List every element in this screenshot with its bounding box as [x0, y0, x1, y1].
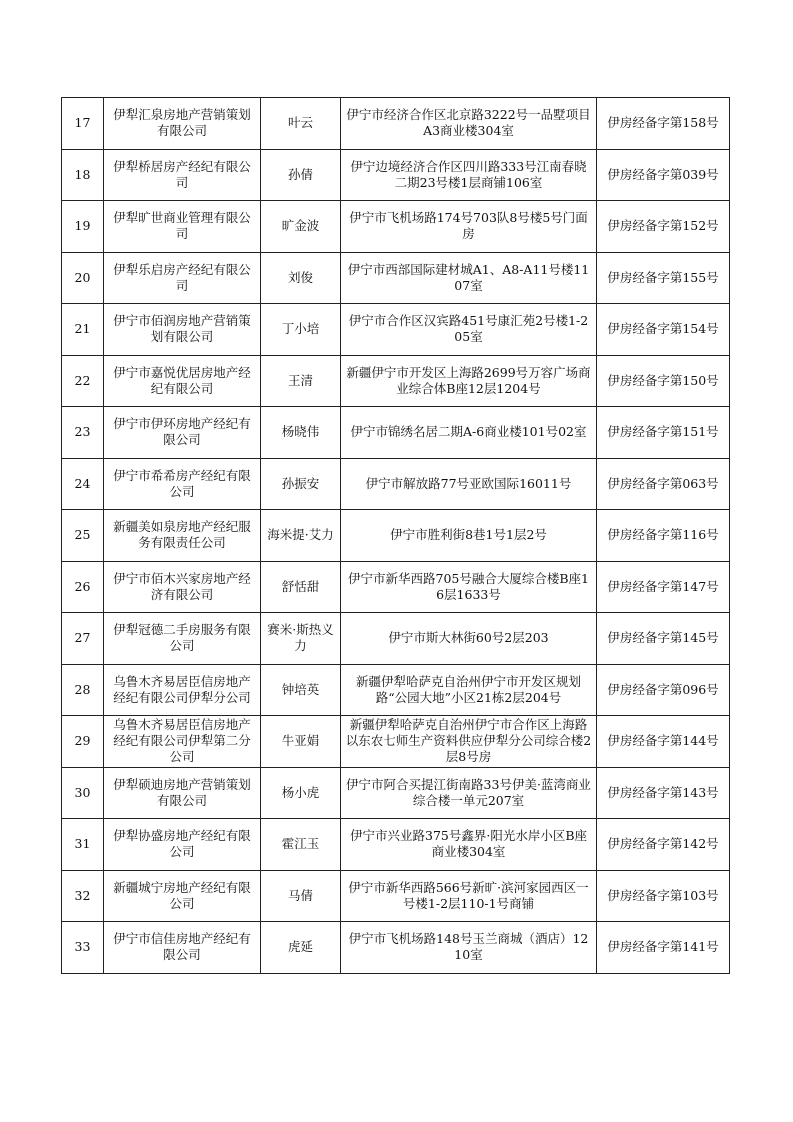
registration-number: 伊房经备字第158号: [597, 98, 730, 150]
business-address: 新疆伊宁市开发区上海路2699号万容广场商业综合体B座12层1204号: [341, 355, 597, 407]
contact-person: 舒恬甜: [261, 561, 341, 613]
contact-person: 孙振安: [261, 458, 341, 510]
business-address: 伊宁市斯大林街60号2层203: [341, 613, 597, 665]
row-number: 17: [62, 98, 104, 150]
business-address: 新疆伊犁哈萨克自治州伊宁市合作区上海路以东农七师生产资料供应伊犁分公司综合楼2层8号房: [341, 716, 597, 768]
contact-person: 杨晓伟: [261, 407, 341, 459]
contact-person: 钟培英: [261, 664, 341, 716]
company-name: 伊宁市佰木兴家房地产经济有限公司: [104, 561, 261, 613]
registration-number: 伊房经备字第150号: [597, 355, 730, 407]
table-row: [62, 922, 730, 974]
table-row: [62, 252, 730, 304]
table-row: [62, 664, 730, 716]
registration-number: 伊房经备字第152号: [597, 201, 730, 253]
company-name: 伊宁市嘉悦优居房地产经纪有限公司: [104, 355, 261, 407]
registration-number: 伊房经备字第116号: [597, 510, 730, 562]
row-number: 32: [62, 870, 104, 922]
table-row: [62, 716, 730, 768]
table-row: [62, 561, 730, 613]
company-name: 伊宁市信佳房地产经纪有限公司: [104, 922, 261, 974]
registry-body: [62, 98, 730, 974]
company-name: 伊犁协盛房地产经纪有限公司: [104, 819, 261, 871]
registration-number: 伊房经备字第096号: [597, 664, 730, 716]
contact-person: 王清: [261, 355, 341, 407]
business-address: 伊宁市合作区汉宾路451号康汇苑2号楼1-205室: [341, 304, 597, 356]
table-row: [62, 819, 730, 871]
company-name: 伊犁旷世商业管理有限公司: [104, 201, 261, 253]
company-name: 新疆城宁房地产经纪有限公司: [104, 870, 261, 922]
company-name: 乌鲁木齐易居臣信房地产经纪有限公司伊犁第二分公司: [104, 716, 261, 768]
row-number: 27: [62, 613, 104, 665]
company-name: 伊宁市希希房产经纪有限公司: [104, 458, 261, 510]
company-name: 伊犁乐启房产经纪有限公司: [104, 252, 261, 304]
business-address: 伊宁市解放路77号亚欧国际16011号: [341, 458, 597, 510]
business-address: 伊宁边境经济合作区四川路333号江南春晓二期23号楼1层商铺106室: [341, 149, 597, 201]
table-row: [62, 98, 730, 150]
row-number: 19: [62, 201, 104, 253]
table-row: [62, 870, 730, 922]
registration-number: 伊房经备字第143号: [597, 767, 730, 819]
agency-registry-table: [61, 97, 730, 974]
registration-number: 伊房经备字第147号: [597, 561, 730, 613]
table-row: [62, 510, 730, 562]
row-number: 30: [62, 767, 104, 819]
registration-number: 伊房经备字第155号: [597, 252, 730, 304]
row-number: 21: [62, 304, 104, 356]
registration-number: 伊房经备字第063号: [597, 458, 730, 510]
table-row: [62, 201, 730, 253]
contact-person: 叶云: [261, 98, 341, 150]
contact-person: 海米提·艾力: [261, 510, 341, 562]
business-address: 伊宁市锦绣名居二期A-6商业楼101号02室: [341, 407, 597, 459]
company-name: 伊宁市佰润房地产营销策划有限公司: [104, 304, 261, 356]
company-name: 伊犁硕迪房地产营销策划有限公司: [104, 767, 261, 819]
row-number: 25: [62, 510, 104, 562]
contact-person: 虎延: [261, 922, 341, 974]
registration-number: 伊房经备字第145号: [597, 613, 730, 665]
business-address: 新疆伊犁哈萨克自治州伊宁市开发区规划路“公园大地”小区21栋2层204号: [341, 664, 597, 716]
business-address: 伊宁市经济合作区北京路3222号一品墅项目A3商业楼304室: [341, 98, 597, 150]
table-row: [62, 355, 730, 407]
row-number: 24: [62, 458, 104, 510]
row-number: 18: [62, 149, 104, 201]
row-number: 28: [62, 664, 104, 716]
business-address: 伊宁市飞机场路148号玉兰商城（酒店）1210室: [341, 922, 597, 974]
company-name: 伊犁桥居房产经纪有限公司: [104, 149, 261, 201]
table-row: [62, 613, 730, 665]
company-name: 伊犁冠德二手房服务有限公司: [104, 613, 261, 665]
contact-person: 赛米·斯热义力: [261, 613, 341, 665]
registration-number: 伊房经备字第142号: [597, 819, 730, 871]
row-number: 20: [62, 252, 104, 304]
business-address: 伊宁市飞机场路174号703队8号楼5号门面房: [341, 201, 597, 253]
contact-person: 牛亚娟: [261, 716, 341, 768]
company-name: 乌鲁木齐易居臣信房地产经纪有限公司伊犁分公司: [104, 664, 261, 716]
company-name: 伊犁汇泉房地产营销策划有限公司: [104, 98, 261, 150]
business-address: 伊宁市西部国际建材城A1、A8-A11号楼1107室: [341, 252, 597, 304]
company-name: 新疆美如泉房地产经纪服务有限责任公司: [104, 510, 261, 562]
row-number: 22: [62, 355, 104, 407]
contact-person: 刘俊: [261, 252, 341, 304]
contact-person: 霍江玉: [261, 819, 341, 871]
table-row: [62, 407, 730, 459]
contact-person: 旷金波: [261, 201, 341, 253]
contact-person: 马倩: [261, 870, 341, 922]
table-row: [62, 149, 730, 201]
registration-number: 伊房经备字第141号: [597, 922, 730, 974]
table-row: [62, 458, 730, 510]
row-number: 23: [62, 407, 104, 459]
registration-number: 伊房经备字第039号: [597, 149, 730, 201]
company-name: 伊宁市伊环房地产经纪有限公司: [104, 407, 261, 459]
business-address: 伊宁市胜利街8巷1号1层2号: [341, 510, 597, 562]
business-address: 伊宁市阿合买提江街南路33号伊美·蓝湾商业综合楼一单元207室: [341, 767, 597, 819]
contact-person: 丁小培: [261, 304, 341, 356]
registration-number: 伊房经备字第144号: [597, 716, 730, 768]
business-address: 伊宁市新华西路566号新旷·滨河家园西区一号楼1-2层110-1号商铺: [341, 870, 597, 922]
contact-person: 杨小虎: [261, 767, 341, 819]
registration-number: 伊房经备字第154号: [597, 304, 730, 356]
row-number: 31: [62, 819, 104, 871]
table-row: [62, 767, 730, 819]
row-number: 33: [62, 922, 104, 974]
business-address: 伊宁市新华西路705号融合大厦综合楼B座16层1633号: [341, 561, 597, 613]
table-row: [62, 304, 730, 356]
row-number: 26: [62, 561, 104, 613]
business-address: 伊宁市兴业路375号鑫界·阳光水岸小区B座商业楼304室: [341, 819, 597, 871]
registration-number: 伊房经备字第103号: [597, 870, 730, 922]
row-number: 29: [62, 716, 104, 768]
registration-number: 伊房经备字第151号: [597, 407, 730, 459]
contact-person: 孙倩: [261, 149, 341, 201]
